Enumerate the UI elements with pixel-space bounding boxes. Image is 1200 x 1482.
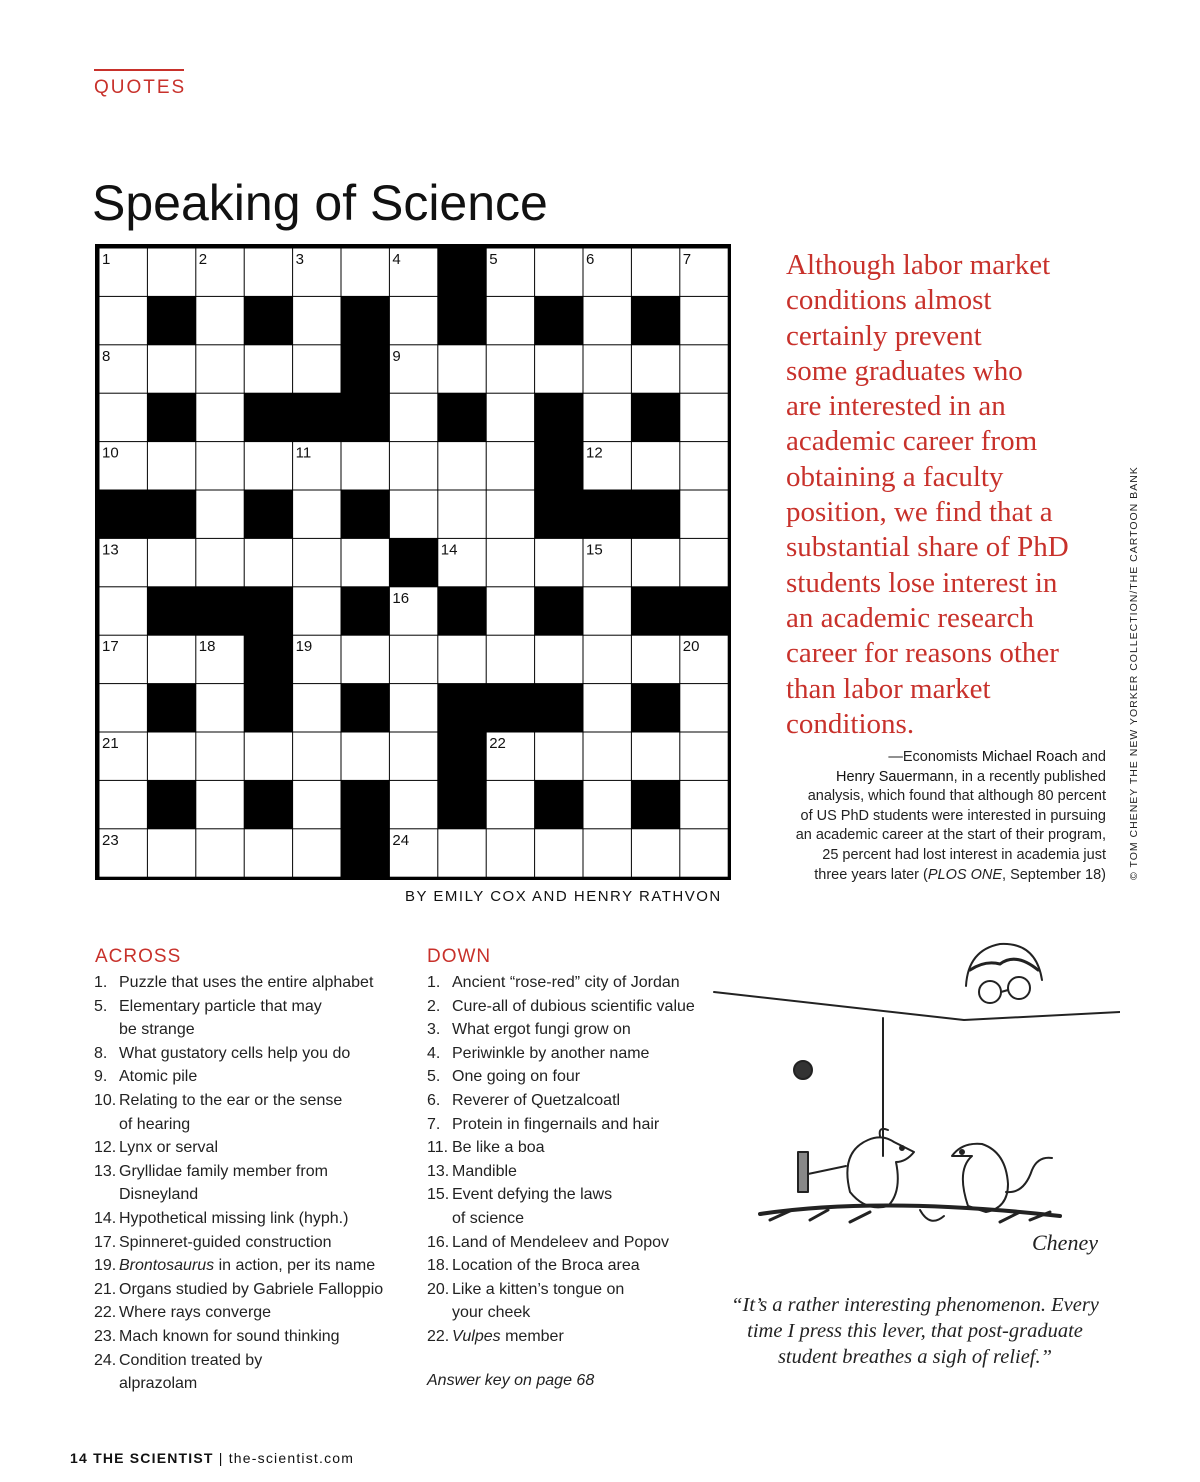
grid-cell[interactable] xyxy=(100,684,147,731)
grid-cell[interactable] xyxy=(438,829,485,876)
grid-cell[interactable] xyxy=(535,636,582,683)
clue-number: 20 xyxy=(682,638,700,656)
grid-cell[interactable] xyxy=(632,345,679,392)
grid-cell[interactable] xyxy=(390,636,437,683)
clue-item-text: One going on four xyxy=(452,1068,581,1086)
grid-cell[interactable] xyxy=(245,733,292,780)
grid-block xyxy=(632,394,679,441)
clue-item xyxy=(427,1018,717,1042)
clue-item-text: Cure-all of dubious scientific value xyxy=(452,997,695,1015)
grid-cell[interactable] xyxy=(100,781,147,828)
grid-cell[interactable] xyxy=(148,829,195,876)
clue-item-number: 23. xyxy=(94,1327,117,1345)
clue-item-text: Land of Mendeleev and Popov xyxy=(452,1233,670,1251)
grid-block xyxy=(390,539,437,586)
grid-cell[interactable] xyxy=(680,394,727,441)
grid-block xyxy=(148,491,195,538)
clue-item-text: Atomic pile xyxy=(119,1068,198,1086)
grid-cell[interactable] xyxy=(535,249,582,296)
grid-block xyxy=(245,684,292,731)
clue-item xyxy=(94,1325,414,1349)
grid-cell[interactable] xyxy=(632,249,679,296)
grid-cell[interactable] xyxy=(680,442,727,489)
grid-cell[interactable] xyxy=(293,539,340,586)
clue-item xyxy=(427,1136,717,1160)
grid-cell[interactable] xyxy=(148,442,195,489)
clue-number: 9 xyxy=(392,347,401,365)
clue-item-number: 22. xyxy=(94,1304,117,1322)
cartoon-caption: “It’s a rather interesting phenomenon. Every time I press this lever, that post-graduate student breathes a sigh of relief.” xyxy=(731,1294,1099,1368)
clue-item-number: 20. xyxy=(427,1280,450,1298)
clue-item-text: Event defying the laws xyxy=(452,1186,613,1204)
grid-cell[interactable] xyxy=(342,442,389,489)
grid-cell[interactable] xyxy=(293,491,340,538)
grid-block xyxy=(293,394,340,441)
grid-cell[interactable] xyxy=(438,442,485,489)
grid-cell[interactable] xyxy=(535,829,582,876)
grid-cell[interactable] xyxy=(390,297,437,344)
grid-block xyxy=(342,587,389,634)
clue-item-number: 15. xyxy=(427,1186,450,1204)
grid-cell[interactable] xyxy=(196,442,243,489)
grid-cell[interactable] xyxy=(390,394,437,441)
across-clue-list xyxy=(94,971,414,1396)
crossword-grid[interactable] xyxy=(95,244,731,880)
clue-item-text: your cheek xyxy=(452,1304,531,1322)
clue-item-text: in action, per its name xyxy=(214,1257,376,1275)
page-title: Speaking of Science xyxy=(92,174,548,231)
grid-cell[interactable] xyxy=(487,829,534,876)
grid-cell[interactable] xyxy=(680,829,727,876)
clue-item xyxy=(94,1231,414,1255)
attr-and: and xyxy=(1077,749,1106,765)
grid-cell[interactable] xyxy=(196,829,243,876)
grid-cell[interactable] xyxy=(487,539,534,586)
clue-item-number: 17. xyxy=(94,1233,117,1251)
quote-attribution xyxy=(776,748,1106,885)
clue-item xyxy=(427,1042,717,1066)
clue-item-text: Elementary particle that may xyxy=(119,997,322,1015)
clue-item xyxy=(94,1089,414,1136)
clue-item-number: 24. xyxy=(94,1351,117,1369)
grid-cell[interactable] xyxy=(584,636,631,683)
grid-block xyxy=(632,587,679,634)
clue-item-text: Reverer of Quetzalcoatl xyxy=(452,1091,621,1109)
grid-block xyxy=(148,587,195,634)
grid-cell[interactable] xyxy=(293,345,340,392)
grid-block xyxy=(148,297,195,344)
clue-item-number: 1. xyxy=(427,974,441,991)
grid-block xyxy=(535,781,582,828)
grid-cell[interactable] xyxy=(487,394,534,441)
grid-block xyxy=(245,781,292,828)
clue-number: 19 xyxy=(295,638,313,656)
clue-item-number: 6. xyxy=(427,1091,441,1109)
grid-block xyxy=(438,249,485,296)
clue-item-text: of hearing xyxy=(119,1115,191,1133)
grid-block xyxy=(342,781,389,828)
grid-block xyxy=(148,684,195,731)
clue-number: 6 xyxy=(586,251,595,268)
clue-number: 22 xyxy=(489,735,506,752)
grid-block xyxy=(535,684,582,731)
grid-cell[interactable] xyxy=(390,684,437,731)
grid-cell[interactable] xyxy=(390,491,437,538)
grid-cell[interactable] xyxy=(584,684,631,731)
clue-item xyxy=(427,1113,717,1137)
grid-block xyxy=(632,684,679,731)
clue-number: 18 xyxy=(198,638,216,656)
clue-item xyxy=(94,1207,414,1231)
grid-cell[interactable] xyxy=(342,539,389,586)
grid-cell[interactable] xyxy=(293,587,340,634)
clue-item xyxy=(94,995,414,1042)
clue-item xyxy=(427,1160,717,1184)
clue-item-number: 4. xyxy=(427,1044,441,1062)
grid-block xyxy=(342,345,389,392)
clue-number: 11 xyxy=(295,444,312,462)
clue-number: 7 xyxy=(682,251,692,268)
grid-cell[interactable] xyxy=(535,345,582,392)
grid-cell[interactable] xyxy=(390,781,437,828)
clue-item-number: 21. xyxy=(94,1280,117,1298)
grid-block xyxy=(535,297,582,344)
crossword-byline: BY EMILY COX AND HENRY RATHVON xyxy=(405,888,722,905)
grid-cell[interactable] xyxy=(438,491,485,538)
clue-item-text: Be like a boa xyxy=(452,1139,545,1157)
clue-number: 21 xyxy=(102,735,119,752)
grid-block xyxy=(342,297,389,344)
clue-item-text: Location of the Broca area xyxy=(452,1257,640,1275)
clue-item-text: be strange xyxy=(119,1021,195,1039)
grid-cell[interactable] xyxy=(196,684,243,731)
grid-cell[interactable] xyxy=(148,539,195,586)
grid-cell[interactable] xyxy=(584,781,631,828)
grid-block xyxy=(584,491,631,538)
clue-item xyxy=(94,1349,414,1396)
clue-item-text: Like a kitten’s tongue on xyxy=(452,1280,625,1298)
cartoon-illustration xyxy=(700,930,1120,1280)
grid-cell[interactable] xyxy=(293,297,340,344)
clue-item-text: What ergot fungi grow on xyxy=(452,1021,631,1039)
grid-block xyxy=(535,587,582,634)
clue-number: 3 xyxy=(295,251,304,268)
grid-cell[interactable] xyxy=(487,297,534,344)
section-rule xyxy=(94,69,184,71)
grid-cell[interactable] xyxy=(293,733,340,780)
grid-cell[interactable] xyxy=(680,684,727,731)
grid-cell[interactable] xyxy=(487,345,534,392)
clue-item-text: Ancient “rose-red” city of Jordan xyxy=(452,974,680,991)
clue-item-number: 5. xyxy=(94,997,108,1015)
clue-item xyxy=(427,1254,717,1278)
clue-item-number: 14. xyxy=(94,1209,117,1227)
grid-block xyxy=(487,684,534,731)
grid-block xyxy=(245,636,292,683)
grid-block xyxy=(342,829,389,876)
clue-item xyxy=(427,1278,717,1325)
attr-line2: analysis, which found that although 80 percent xyxy=(807,788,1106,805)
clue-number: 5 xyxy=(489,251,498,268)
across-heading: ACROSS xyxy=(95,946,182,967)
grid-cell[interactable] xyxy=(196,394,243,441)
grid-cell[interactable] xyxy=(632,636,679,683)
grid-cell[interactable] xyxy=(196,297,243,344)
clue-item xyxy=(94,1042,414,1066)
grid-cell[interactable] xyxy=(487,491,534,538)
clue-item-number: 9. xyxy=(94,1068,108,1086)
attr-line3: of US PhD students were interested in pursuing xyxy=(800,807,1106,824)
grid-cell[interactable] xyxy=(680,781,727,828)
grid-cell[interactable] xyxy=(535,539,582,586)
clue-item-number: 5. xyxy=(427,1068,441,1086)
attr-journal: PLOS ONE xyxy=(927,866,1003,883)
clue-item xyxy=(427,971,717,995)
clue-item xyxy=(427,1325,717,1349)
clue-item xyxy=(94,1160,414,1207)
clue-item-text: alprazolam xyxy=(119,1375,198,1393)
grid-cell[interactable] xyxy=(438,345,485,392)
clue-item-text: of science xyxy=(452,1209,525,1227)
footer-separator: | xyxy=(218,1450,224,1466)
grid-cell[interactable] xyxy=(632,829,679,876)
grid-cell[interactable] xyxy=(390,733,437,780)
attr-line6: three years later ( xyxy=(814,866,928,883)
grid-cell[interactable] xyxy=(632,733,679,780)
grid-cell[interactable] xyxy=(100,297,147,344)
grid-cell[interactable] xyxy=(390,442,437,489)
grid-cell[interactable] xyxy=(680,539,727,586)
clue-item-number: 12. xyxy=(94,1139,117,1157)
clue-item xyxy=(94,1301,414,1325)
grid-cell[interactable] xyxy=(487,587,534,634)
grid-block xyxy=(632,297,679,344)
down-heading: DOWN xyxy=(427,946,492,967)
clue-item-text: Mach known for sound thinking xyxy=(119,1327,340,1345)
clue-item-text: Hypothetical missing link (hyph.) xyxy=(119,1209,349,1227)
grid-cell[interactable] xyxy=(632,442,679,489)
grid-cell[interactable] xyxy=(196,491,243,538)
clue-item-number: 13. xyxy=(427,1162,450,1180)
grid-cell[interactable] xyxy=(245,829,292,876)
grid-cell[interactable] xyxy=(487,636,534,683)
grid-cell[interactable] xyxy=(438,636,485,683)
clue-item-text: Lynx or serval xyxy=(119,1139,218,1157)
grid-cell[interactable] xyxy=(196,539,243,586)
grid-block xyxy=(342,491,389,538)
grid-cell[interactable] xyxy=(196,733,243,780)
grid-block xyxy=(342,684,389,731)
grid-cell[interactable] xyxy=(680,491,727,538)
grid-cell[interactable] xyxy=(680,733,727,780)
down-clue-list xyxy=(427,971,717,1349)
clue-item-text: Gryllidae family member from xyxy=(119,1162,328,1180)
clue-item-text: Relating to the ear or the sense xyxy=(119,1091,343,1109)
clue-item-number: 7. xyxy=(427,1115,441,1133)
grid-cell[interactable] xyxy=(342,733,389,780)
section-label: QUOTES xyxy=(94,77,187,98)
attr-line4: an academic career at the start of their program, xyxy=(795,827,1106,844)
grid-block xyxy=(438,297,485,344)
crossword-svg[interactable] xyxy=(95,244,731,880)
clue-number: 13 xyxy=(102,541,119,559)
cartoon-signature: Cheney xyxy=(1032,1230,1098,1255)
clue-number: 15 xyxy=(586,541,603,559)
grid-cell[interactable] xyxy=(148,733,195,780)
grid-cell[interactable] xyxy=(148,249,195,296)
clue-item-number: 22. xyxy=(427,1327,450,1345)
clue-number: 17 xyxy=(102,638,119,656)
grid-cell[interactable] xyxy=(100,587,147,634)
grid-block xyxy=(680,587,727,634)
grid-cell[interactable] xyxy=(245,539,292,586)
grid-block xyxy=(438,733,485,780)
attr-prefix: —Economists xyxy=(888,749,982,765)
grid-block xyxy=(438,587,485,634)
grid-block xyxy=(342,394,389,441)
clue-item xyxy=(427,995,717,1019)
grid-block xyxy=(245,491,292,538)
grid-cell[interactable] xyxy=(584,733,631,780)
grid-block xyxy=(148,781,195,828)
grid-cell[interactable] xyxy=(196,781,243,828)
publication-name: THE SCIENTIST xyxy=(93,1450,214,1466)
clue-item xyxy=(427,1183,717,1230)
clue-item-number: 10. xyxy=(94,1091,117,1109)
grid-cell[interactable] xyxy=(196,345,243,392)
clue-item-text: Mandible xyxy=(452,1162,517,1180)
clue-item xyxy=(94,1136,414,1160)
clue-item-text: Spinneret-guided construction xyxy=(119,1233,332,1251)
attr-name-sauermann: Henry Sauermann xyxy=(835,768,954,785)
page-number: 14 xyxy=(70,1450,88,1466)
clue-number: 23 xyxy=(102,831,119,849)
grid-block xyxy=(535,491,582,538)
clue-item-number: 8. xyxy=(94,1044,108,1062)
clue-item-number: 19. xyxy=(94,1257,117,1275)
grid-block xyxy=(632,491,679,538)
clue-item-number: 2. xyxy=(427,997,441,1015)
clue-item-text: member xyxy=(500,1327,564,1345)
clue-number: 8 xyxy=(102,347,111,365)
clue-item xyxy=(94,971,414,995)
clue-number: 4 xyxy=(392,251,401,268)
clue-item-text: Puzzle that uses the entire alphabet xyxy=(119,974,374,991)
grid-cell[interactable] xyxy=(584,394,631,441)
clue-item-italic: Vulpes xyxy=(452,1327,501,1345)
grid-cell[interactable] xyxy=(293,781,340,828)
clue-item-italic: Brontosaurus xyxy=(119,1257,215,1275)
grid-cell[interactable] xyxy=(148,636,195,683)
grid-block xyxy=(535,394,582,441)
grid-cell[interactable] xyxy=(100,394,147,441)
grid-cell[interactable] xyxy=(584,829,631,876)
grid-block xyxy=(535,442,582,489)
clue-number: 14 xyxy=(440,541,458,559)
clue-item-text: Periwinkle by another name xyxy=(452,1044,650,1062)
grid-cell[interactable] xyxy=(680,345,727,392)
grid-cell[interactable] xyxy=(584,345,631,392)
clue-item-text: Organs studied by Gabriele Falloppio xyxy=(119,1280,384,1298)
clue-item-number: 16. xyxy=(427,1233,450,1251)
clue-item-text: Where rays converge xyxy=(119,1304,272,1322)
clue-item-number: 3. xyxy=(427,1021,441,1039)
grid-cell[interactable] xyxy=(342,249,389,296)
clue-number: 16 xyxy=(392,589,410,607)
grid-block xyxy=(245,297,292,344)
grid-cell[interactable] xyxy=(293,684,340,731)
clue-item-number: 1. xyxy=(94,974,108,991)
clue-item-text: Disneyland xyxy=(119,1186,199,1204)
grid-cell[interactable] xyxy=(487,781,534,828)
clue-number: 12 xyxy=(586,444,603,462)
clue-item-text: Condition treated by xyxy=(119,1351,263,1369)
grid-block xyxy=(148,394,195,441)
grid-cell[interactable] xyxy=(535,733,582,780)
grid-block xyxy=(438,781,485,828)
grid-block xyxy=(100,491,147,538)
grid-cell[interactable] xyxy=(584,297,631,344)
attr-line5: 25 percent had lost interest in academia just xyxy=(822,846,1106,863)
pull-quote: Although labor market conditions almost certainly prevent some graduates who are interested in an academic career from obtaining a faculty position, we find that a substantial share of PhD students lose interest in an academic research career for reasons other than labor market conditions. xyxy=(786,249,1069,740)
grid-block xyxy=(632,781,679,828)
clue-number: 10 xyxy=(102,444,119,462)
clue-item xyxy=(94,1065,414,1089)
cartoon-credit: © TOM CHENEY THE NEW YORKER COLLECTION/THE CARTOON BANK xyxy=(1128,466,1140,880)
grid-block xyxy=(245,394,292,441)
clue-item xyxy=(94,1254,414,1278)
grid-cell[interactable] xyxy=(632,539,679,586)
grid-cell[interactable] xyxy=(584,587,631,634)
clue-item xyxy=(427,1065,717,1089)
grid-cell[interactable] xyxy=(245,345,292,392)
grid-block xyxy=(438,684,485,731)
grid-cell[interactable] xyxy=(680,297,727,344)
grid-cell[interactable] xyxy=(342,636,389,683)
clue-item-number: 18. xyxy=(427,1257,450,1275)
grid-cell[interactable] xyxy=(245,442,292,489)
clue-item-number: 13. xyxy=(94,1162,117,1180)
clue-item-text: What gustatory cells help you do xyxy=(119,1044,351,1062)
page-footer xyxy=(70,1450,354,1466)
attr-line1: , in a recently published xyxy=(953,768,1106,785)
attr-name-roach: Michael Roach xyxy=(981,749,1078,765)
clue-number: 24 xyxy=(392,831,410,849)
clue-item-number: 11. xyxy=(427,1139,449,1157)
grid-cell[interactable] xyxy=(487,442,534,489)
grid-cell[interactable] xyxy=(245,249,292,296)
attr-line7: , September 18) xyxy=(1002,866,1106,883)
clue-item xyxy=(427,1231,717,1255)
grid-block xyxy=(245,587,292,634)
grid-cell[interactable] xyxy=(148,345,195,392)
grid-block xyxy=(196,587,243,634)
clue-number: 1 xyxy=(102,251,111,268)
grid-cell[interactable] xyxy=(293,829,340,876)
clue-item-text: Protein in fingernails and hair xyxy=(452,1115,660,1133)
answer-key-note: Answer key on page 68 xyxy=(427,1372,595,1389)
clue-number: 2 xyxy=(198,251,208,268)
grid-block xyxy=(438,394,485,441)
footer-site: the-scientist.com xyxy=(228,1450,355,1466)
clue-item xyxy=(427,1089,717,1113)
clue-item xyxy=(94,1278,414,1302)
